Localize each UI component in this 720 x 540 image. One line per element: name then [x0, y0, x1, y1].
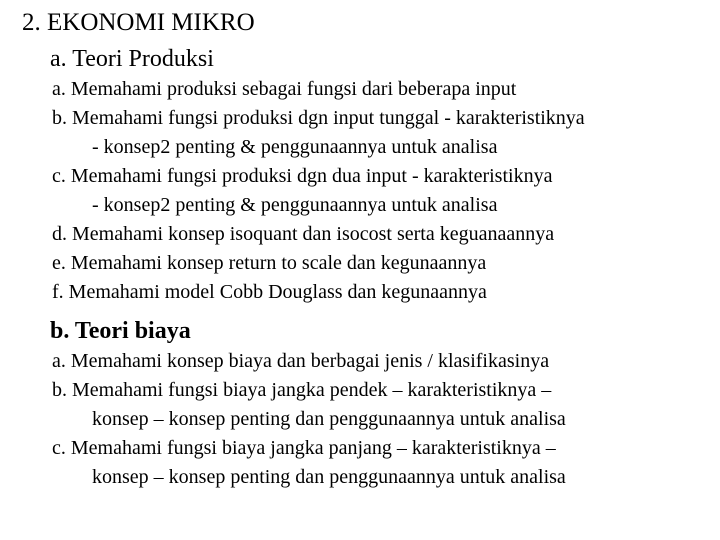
teori-biaya-list	[52, 347, 566, 492]
list-item: f. Memahami model Cobb Douglass dan kegunaannya	[52, 281, 487, 303]
list-item: d. Memahami konsep isoquant dan isocost serta keguanaannya	[52, 223, 555, 245]
list-item: c. Memahami fungsi produksi dgn dua input - karakteristiknya	[52, 165, 553, 187]
slide-heading: 2. EKONOMI MIKRO	[22, 9, 255, 36]
list-item-continuation: konsep – konsep penting dan penggunaannya untuk analisa	[92, 408, 566, 430]
list-item: a. Memahami produksi sebagai fungsi dari beberapa input	[52, 78, 517, 100]
list-item-continuation: - konsep2 penting & penggunaannya untuk analisa	[92, 136, 498, 158]
section-title-teori-produksi: a. Teori Produksi	[50, 46, 214, 72]
list-item: c. Memahami fungsi biaya jangka panjang – karakteristiknya –	[52, 437, 556, 459]
list-item: b. Memahami fungsi biaya jangka pendek – karakteristiknya –	[52, 379, 552, 401]
list-item-continuation: konsep – konsep penting dan penggunaannya untuk analisa	[92, 466, 566, 488]
teori-produksi-list	[52, 75, 585, 307]
list-item: e. Memahami konsep return to scale dan kegunaannya	[52, 252, 487, 274]
list-item-continuation: - konsep2 penting & penggunaannya untuk analisa	[92, 194, 498, 216]
list-item: b. Memahami fungsi produksi dgn input tunggal - karakteristiknya	[52, 107, 585, 129]
section-title-teori-biaya: b. Teori biaya	[50, 318, 191, 344]
list-item: a. Memahami konsep biaya dan berbagai jenis / klasifikasinya	[52, 350, 550, 372]
